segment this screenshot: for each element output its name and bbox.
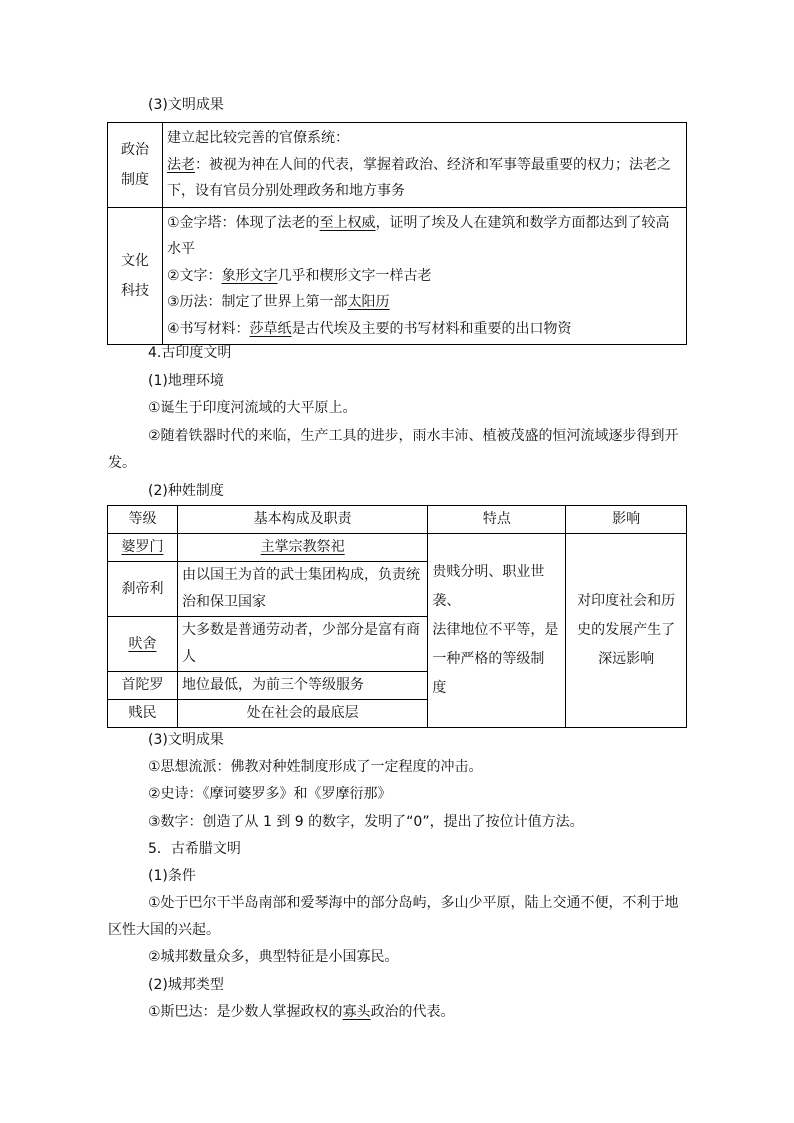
duty-line: 由以国王为首的武士集团构成，负责统 bbox=[181, 567, 420, 583]
text: ：被视为神在人间的代表，掌握着政治、经济和军事等最重要的权力；法老之 bbox=[195, 156, 671, 173]
column-header: 特点 bbox=[428, 506, 566, 534]
text: ①斯巴达：是少数人掌握政权的 bbox=[148, 1004, 343, 1020]
table-row bbox=[108, 207, 687, 345]
caste-duty bbox=[177, 617, 427, 672]
paragraph-line: ①思想流派：佛教对种姓制度形成了一定程度的冲击。 bbox=[148, 759, 483, 775]
subsection-title: (1)条件 bbox=[148, 868, 196, 884]
caste-duty: 处在社会的最底层 bbox=[177, 700, 427, 728]
caste-feature bbox=[428, 534, 566, 728]
paragraph-line: 发。 bbox=[108, 455, 136, 471]
section-title: (3)文明成果 bbox=[148, 97, 224, 113]
content-line bbox=[167, 263, 682, 290]
subsection-title: (2)城邦类型 bbox=[148, 977, 224, 993]
egypt-achievements-table bbox=[107, 122, 687, 345]
feature-line: 法律地位不平等，是 bbox=[432, 622, 559, 638]
content-line bbox=[167, 210, 682, 237]
subsection-title: (3)文明成果 bbox=[148, 732, 224, 748]
feature-line: 贵贱分明、职业世袭、 bbox=[432, 564, 545, 609]
section-heading-india: 4.古印度文明 bbox=[148, 345, 232, 361]
text: ，证明了埃及人在建筑和数学方面都达到了较高 bbox=[375, 214, 670, 231]
text: 是古代埃及主要的书写材料和重要的出口物资 bbox=[291, 320, 572, 337]
column-header: 影响 bbox=[566, 506, 687, 534]
paragraph-line: ②城邦数量众多，典型特征是小国寡民。 bbox=[148, 949, 399, 965]
caste-duty bbox=[177, 534, 427, 562]
caste-rank bbox=[108, 534, 178, 562]
content-line bbox=[167, 316, 682, 343]
header-line: 文化 bbox=[121, 252, 149, 269]
content-line: 水平 bbox=[167, 241, 195, 257]
paragraph-line: ①处于巴尔干半岛南部和爱琴海中的部分岛屿，多山少平原，陆上交通不便，不利于地 bbox=[148, 895, 679, 911]
text: ③历法：制定了世界上第一部 bbox=[167, 294, 348, 310]
table-row bbox=[108, 534, 687, 562]
paragraph-line: ③数字：创造了从 1 到 9 的数字，发明了“0”，提出了按位计值方法。 bbox=[148, 814, 584, 830]
text: 几乎和楔形文字一样古老 bbox=[277, 267, 432, 284]
content-line: 建立起比较完善的官僚系统： bbox=[167, 130, 349, 146]
content-line bbox=[167, 152, 682, 179]
impact-line: 深远影响 bbox=[598, 651, 655, 667]
paragraph-line bbox=[148, 1002, 455, 1022]
underlined-term: 太阳历 bbox=[347, 294, 390, 310]
subsection-title: (2)种姓制度 bbox=[148, 483, 224, 499]
caste-rank: 贱民 bbox=[108, 700, 178, 728]
paragraph-line: ①诞生于印度河流域的大平原上。 bbox=[148, 400, 357, 416]
caste-system-table bbox=[107, 505, 687, 728]
underlined-term: 法老 bbox=[167, 156, 195, 173]
caste-impact bbox=[566, 534, 687, 728]
row-header-culture bbox=[108, 207, 163, 345]
text: ①金字塔：体现了法老的 bbox=[167, 214, 320, 231]
politics-content bbox=[163, 123, 687, 208]
duty-line: 人 bbox=[181, 649, 196, 665]
underlined-term: 象形文字 bbox=[221, 267, 278, 284]
header-line: 制度 bbox=[121, 171, 149, 188]
content-line: 下，设有官员分别处理政务和地方事务 bbox=[167, 183, 405, 199]
table-header-row bbox=[108, 506, 687, 534]
underlined-term: 主掌宗教祭祀 bbox=[260, 539, 345, 555]
underlined-term: 吠舍 bbox=[128, 635, 157, 652]
text: ④书写材料： bbox=[167, 320, 250, 337]
paragraph-line: ②史诗：《摩诃婆罗多》和《罗摩衍那》 bbox=[148, 786, 392, 802]
header-line: 政治 bbox=[121, 141, 149, 158]
column-header: 等级 bbox=[108, 506, 178, 534]
impact-line: 史的发展产生了 bbox=[577, 622, 676, 638]
caste-rank: 刹帝利 bbox=[108, 562, 178, 617]
row-header-politics bbox=[108, 123, 163, 208]
caste-duty: 地位最低，为前三个等级服务 bbox=[177, 672, 427, 700]
header-line: 科技 bbox=[121, 282, 149, 299]
caste-duty bbox=[177, 562, 427, 617]
underlined-term: 婆罗门 bbox=[121, 539, 164, 555]
feature-line: 一种严格的等级制 bbox=[432, 651, 545, 667]
duty-line: 大多数是普通劳动者，少部分是富有商 bbox=[181, 622, 420, 638]
underlined-term: 寡头 bbox=[342, 1004, 371, 1020]
caste-rank bbox=[108, 617, 178, 672]
feature-line: 度 bbox=[432, 680, 447, 696]
text: ②文字： bbox=[167, 267, 222, 284]
paragraph-line: 区性大国的兴起。 bbox=[108, 922, 220, 938]
underlined-term: 莎草纸 bbox=[249, 320, 292, 337]
duty-line: 治和保卫国家 bbox=[181, 594, 266, 610]
table-row bbox=[108, 123, 687, 208]
subsection-title: (1)地理环境 bbox=[148, 373, 224, 389]
culture-content bbox=[163, 207, 687, 345]
caste-rank: 首陀罗 bbox=[108, 672, 178, 700]
paragraph-line: ②随着铁器时代的来临，生产工具的进步，雨水丰沛、植被茂盛的恒河流域逐步得到开 bbox=[148, 428, 679, 444]
content-line bbox=[167, 289, 682, 316]
underlined-term: 至上权威 bbox=[319, 214, 376, 231]
section-heading-greece: 5．古希腊文明 bbox=[148, 841, 241, 857]
text: 政治的代表。 bbox=[370, 1004, 455, 1020]
impact-line: 对印度社会和历 bbox=[577, 593, 676, 609]
column-header: 基本构成及职责 bbox=[177, 506, 427, 534]
